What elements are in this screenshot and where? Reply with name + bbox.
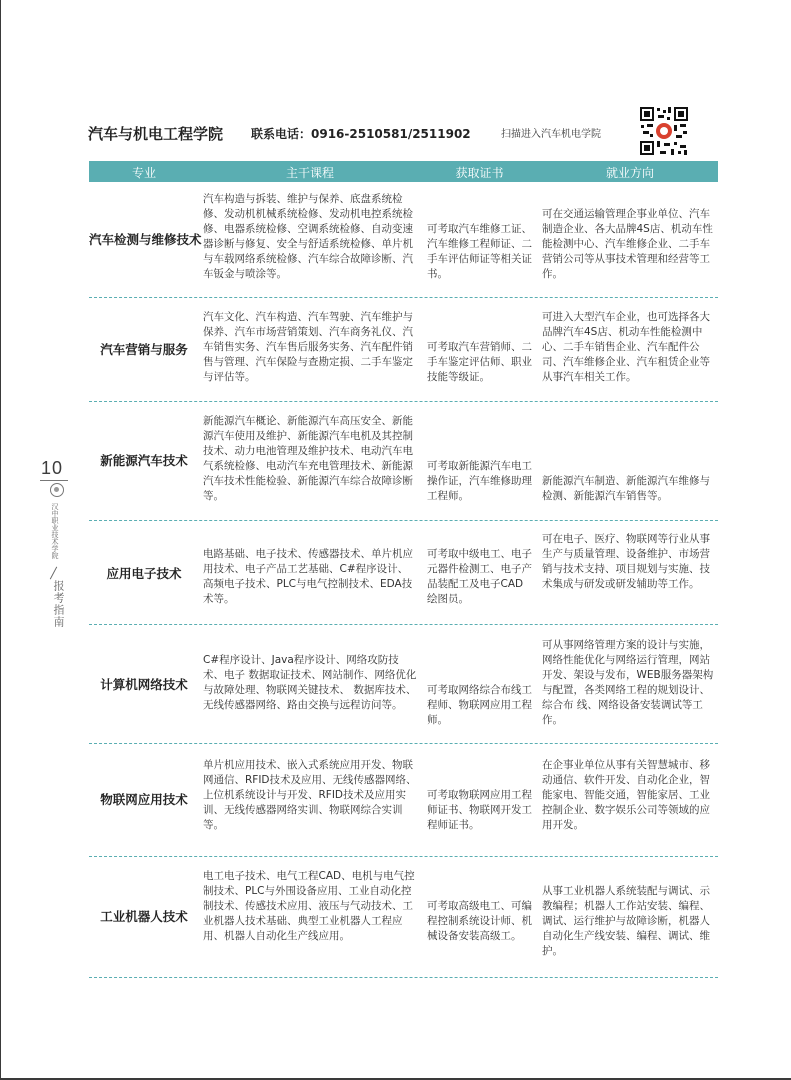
major-name: 物联网应用技术	[100, 792, 188, 807]
courses-text: 新能源汽车概论、新能源汽车高压安全、新能源汽车使用及维护、新能源汽车电机及其控制技术、动力电池管理及维护技术、电动汽车电气系统检修、电动汽车充电管理技术、新能源汽车技术性能检验、新能源汽车综合故障诊断等。	[203, 415, 413, 502]
side-school-name: 汉中职业技术学院	[51, 503, 59, 559]
table-row	[89, 298, 718, 402]
major-name: 计算机网络技术	[100, 677, 188, 692]
career-text: 可从事网络管理方案的设计与实施，网络性能优化与网络运行管理，网站开发、架设与发布，WEB服务器架构与配置，各类网络工程的规划设计、综合布 线、网络设备安装调试等工作。	[542, 639, 714, 726]
side-guide-label: 报考指南	[52, 580, 65, 628]
major-name: 新能源汽车技术	[100, 453, 188, 468]
college-title: 汽车与机电工程学院	[88, 125, 224, 143]
header-courses: 主干课程	[285, 166, 334, 180]
table-header	[89, 161, 718, 182]
contact-phone: 联系电话：0916-2510581/2511902	[251, 127, 471, 141]
table-row	[89, 857, 718, 978]
major-name: 汽车检测与维修技术	[89, 232, 202, 247]
school-emblem-icon	[50, 483, 64, 497]
cert-text: 可考取网络综合布线工程师、物联网应用工程师。	[427, 684, 532, 726]
major-name: 汽车营销与服务	[100, 342, 188, 357]
cert-text: 可考取中级电工、电子元器件检测工、电子产品装配工及电子CAD绘图员。	[427, 548, 532, 605]
career-text: 在企事业单位从事有关智慧城市、移动通信、软件开发、自动化企业，智能家电、智能交通，智能家居、工业控制企业、数字娱乐公司等领域的应用开发。	[542, 759, 710, 831]
career-text: 可在交通运输管理企事业单位、汽车制造企业、各大品牌4S店、机动车性能检测中心、汽车维修企业、二手车营销公司等从事技术管理和经营等工作。	[542, 208, 713, 280]
header-major: 专业	[131, 166, 156, 180]
table-row	[89, 182, 718, 298]
header-career: 就业方向	[605, 166, 654, 180]
cert-text: 可考取汽车营销师、二手车鉴定评估师、职业技能等级证。	[427, 341, 532, 383]
courses-text: 电路基础、电子技术、传感器技术、单片机应用技术、电子产品工艺基础、C#程序设计、高频电子技术、PLC与电气控制技术、EDA技术等。	[203, 548, 413, 605]
courses-text: 汽车构造与拆装、维护与保养、底盘系统检修、发动机机械系统检修、发动机电控系统检修、电器系统检修、空调系统检修、自动变速器诊断与修复、安全与舒适系统检修、单片机与车载网络系统检修、汽车综合故障诊断、汽车钣金与喷涂等。	[203, 193, 413, 280]
courses-text: C#程序设计、Java程序设计、网络攻防技术、电子 数据取证技术、网站制作、网络优化与故障处理、物联网关键技术、 数据库技术、无线传感器网络、路由交换与远程访问等。	[203, 654, 417, 711]
table-row	[89, 744, 718, 857]
career-text: 新能源汽车制造、新能源汽车维修与检测、新能源汽车销售等。	[542, 475, 710, 502]
scan-note: 扫描进入汽车机电学院	[501, 129, 601, 140]
career-text: 可进入大型汽车企业，也可选择各大品牌汽车4S店、机动车性能检测中心、二手车销售企业、汽车配件公司、汽车维修企业、汽车租赁企业等从事汽车相关工作。	[542, 311, 710, 383]
courses-text: 汽车文化、汽车构造、汽车驾驶、汽车维护与保养、汽车市场营销策划、汽车商务礼仪、汽车销售实务、汽车售后服务实务、汽车配件销售与管理、汽车保险与查勘定损、二手车鉴定与评估等。	[203, 311, 413, 383]
courses-text: 单片机应用技术、嵌入式系统应用开发、物联网通信、RFID技术及应用、无线传感器网络、上位机系统设计与开发、RFID技术及应用实训、无线传感器网络实训、物联网综合实训等。	[203, 759, 417, 831]
qr-code-icon[interactable]	[638, 105, 690, 157]
cert-text: 可考取新能源汽车电工操作证，汽车维修助理工程师。	[427, 460, 532, 502]
table-row	[89, 625, 718, 744]
major-name: 工业机器人技术	[100, 909, 188, 924]
cert-text: 可考取高级电工、可编程控制系统设计师、机械设备安装高级工。	[427, 900, 532, 942]
career-text: 可在电子、医疗、物联网等行业从事生产与质量管理、设备维护、市场营销与技术支持、项目规划与实施、技术集成与研发或研发辅助等工作。	[542, 533, 710, 590]
side-slash	[50, 567, 57, 580]
table-row	[89, 402, 718, 521]
header-cert: 获取证书	[455, 166, 504, 180]
cert-text: 可考取物联网应用工程师证书、物联网开发工程师证书。	[427, 789, 532, 831]
courses-text: 电工电子技术、电气工程CAD、电机与电气控制技术、PLC与外围设备应用、工业自动化控制技术、传感技术应用、液压与气动技术、工业机器人技术基础、典型工业机器人工程应用、机器人自动化生产线应用。	[203, 870, 415, 942]
page-number: 10	[41, 458, 64, 478]
major-name: 应用电子技术	[106, 566, 182, 581]
side-divider	[40, 480, 68, 481]
table-row	[89, 521, 718, 625]
cert-text: 可考取汽车维修工证、汽车维修工程师证、二手车评估师证等相关证书。	[427, 223, 532, 280]
page-left-border	[0, 0, 1, 1080]
career-text: 从事工业机器人系统装配与调试、示教编程；机器人工作站安装、编程、调试、运行维护与故障诊断，机器人自动化生产线安装、编程、调试、维护。	[542, 885, 710, 957]
